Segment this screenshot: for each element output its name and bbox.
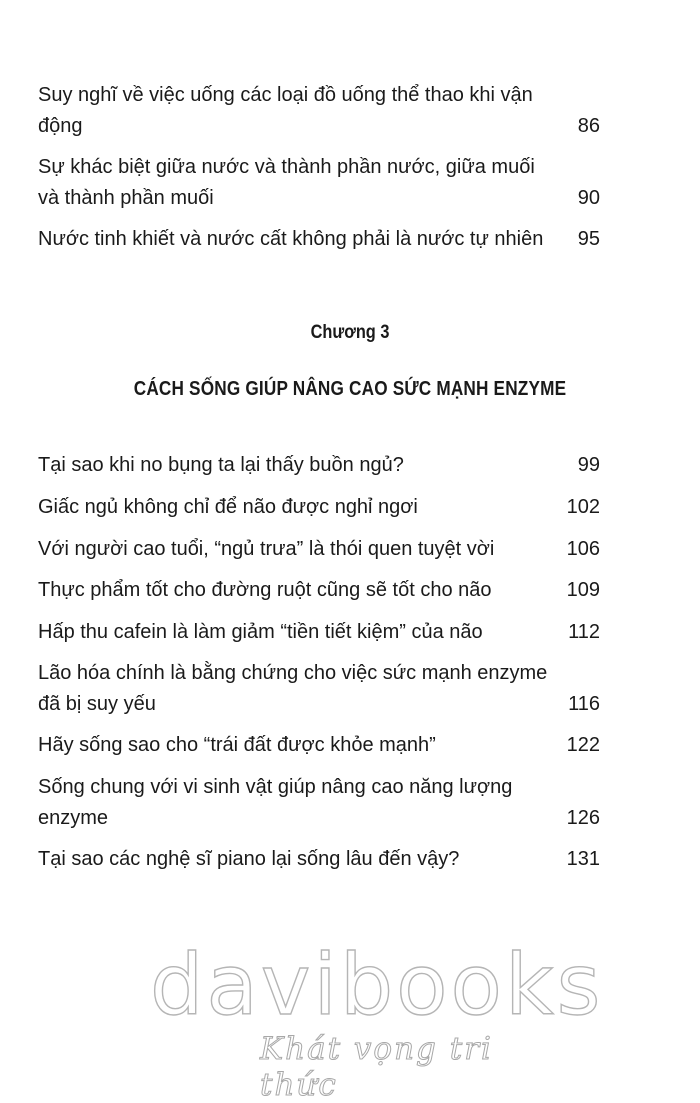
toc-entry-title: Lão hóa chính là bằng chứng cho việc sức mạnh enzyme đã bị suy yếu xyxy=(38,662,548,715)
toc-entry-title: Suy nghĩ về việc uống các loại đồ uống thể thao khi vận động xyxy=(38,84,533,137)
toc-entry-page: 86 xyxy=(577,115,600,137)
toc-entry xyxy=(38,575,600,606)
toc-entry-page: 126 xyxy=(566,807,600,829)
toc-entry-title: Hãy sống sao cho “trái đất được khỏe mạnh” xyxy=(38,734,436,756)
toc-entry-page: 116 xyxy=(568,693,600,715)
toc-entry-title: Giấc ngủ không chỉ để não được nghỉ ngơi xyxy=(38,496,418,518)
toc-entry-title: Thực phẩm tốt cho đường ruột cũng sẽ tốt cho não xyxy=(38,579,492,601)
toc-entry-page: 131 xyxy=(566,848,600,870)
toc-entry xyxy=(38,658,600,720)
toc-entry-page: 95 xyxy=(577,228,600,250)
toc-entry-page: 109 xyxy=(566,579,600,601)
toc-entry-title: Sự khác biệt giữa nước và thành phần nước, giữa muối và thành phần muối xyxy=(38,156,535,209)
toc-entry xyxy=(38,730,600,761)
toc-entry-title: Tại sao khi no bụng ta lại thấy buồn ngủ? xyxy=(38,454,404,476)
watermark-brand: davibooks xyxy=(150,936,604,1034)
toc-entry xyxy=(38,152,600,214)
chapter-label: Chương 3 xyxy=(310,322,390,343)
toc-entry-page: 112 xyxy=(568,621,600,643)
chapter-title: CÁCH SỐNG GIÚP NÂNG CAO SỨC MẠNH ENZYME xyxy=(133,378,567,400)
toc-entry xyxy=(38,772,600,834)
toc-entry-title: Tại sao các nghệ sĩ piano lại sống lâu đến vậy? xyxy=(38,848,460,870)
toc-entry xyxy=(38,617,600,648)
toc-entry-page: 102 xyxy=(566,496,600,518)
toc-entry xyxy=(38,534,600,565)
toc-entry-page: 99 xyxy=(577,454,600,476)
toc-entry xyxy=(38,492,600,523)
watermark xyxy=(150,935,604,1103)
toc-entry-title: Nước tinh khiết và nước cất không phải là nước tự nhiên xyxy=(38,228,544,250)
toc-entry-page: 122 xyxy=(566,734,600,756)
toc-entry-page: 90 xyxy=(577,187,600,209)
watermark-slogan: Khát vọng tri thức xyxy=(260,1031,493,1103)
toc-entry xyxy=(38,80,600,142)
toc-entry-page: 106 xyxy=(566,538,600,560)
toc-entry-title: Hấp thu cafein là làm giảm “tiền tiết kiệm” của não xyxy=(38,621,483,643)
toc-entry-title: Với người cao tuổi, “ngủ trưa” là thói quen tuyệt vời xyxy=(38,538,495,560)
toc-entry xyxy=(38,450,600,481)
toc-entry xyxy=(38,224,600,255)
toc-entry-title: Sống chung với vi sinh vật giúp nâng cao năng lượng enzyme xyxy=(38,776,513,829)
toc-entry xyxy=(38,844,600,875)
